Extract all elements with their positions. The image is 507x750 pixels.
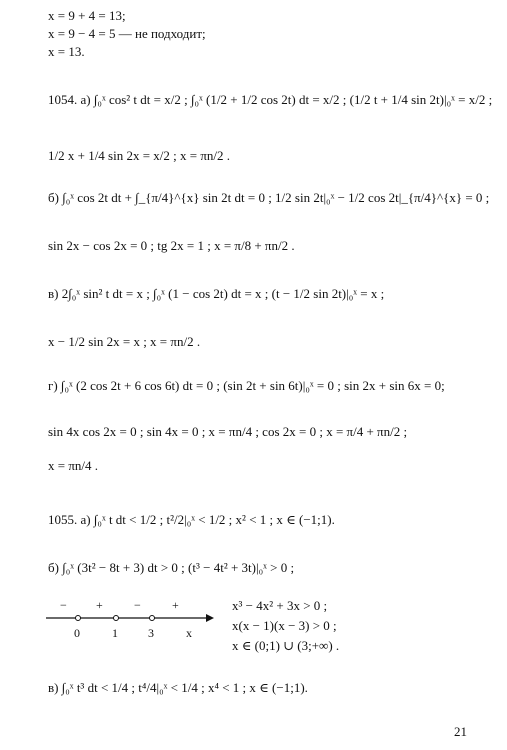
problem-1054v: в) 2∫₀ˣ sin² t dt = x ; ∫₀ˣ (1 − cos 2t) dt = x ; (t − 1/2 sin 2t)|₀ˣ = x ; bbox=[48, 286, 385, 301]
number-line-axis bbox=[46, 610, 216, 626]
problem-1054a: 1054. а) ∫₀ˣ cos² t dt = x/2 ; ∫₀ˣ (1/2 + 1/2 cos 2t) dt = x/2 ; (1/2 t + 1/4 sin 2t)|₀ˣ = x/2 ; bbox=[48, 92, 493, 107]
line-1054g-step: sin 4x cos 2x = 0 ; sin 4x = 0 ; x = πn/4 ; cos 2x = 0 ; x = π/4 + πn/2 ; bbox=[48, 424, 408, 439]
sign-1: − bbox=[60, 598, 67, 612]
sign-3: − bbox=[134, 598, 141, 612]
problem-1054b: б) ∫₀ˣ cos 2t dt + ∫_{π/4}^{x} sin 2t dt = 0 ; 1/2 sin 2t|₀ˣ − 1/2 cos 2t|_{π/4}^{x} = 0 ; bbox=[48, 190, 490, 205]
line-2: x = 9 − 4 = 5 — не подходит; bbox=[48, 26, 206, 41]
line-1054a-result: 1/2 x + 1/4 sin 2x = x/2 ; x = πn/2 . bbox=[48, 148, 231, 163]
problem-1054g: г) ∫₀ˣ (2 cos 2t + 6 cos 6t) dt = 0 ; (sin 2t + sin 6t)|₀ˣ = 0 ; sin 2x + sin 6x = 0; bbox=[48, 378, 445, 393]
sign-2: + bbox=[96, 598, 103, 612]
line-1054g-result: x = πn/4 . bbox=[48, 458, 99, 473]
sign-4: + bbox=[172, 598, 179, 612]
line-1054v-result: x − 1/2 sin 2x = x ; x = πn/2 . bbox=[48, 334, 201, 349]
tick-1: 1 bbox=[112, 626, 118, 640]
tick-x: x bbox=[186, 626, 192, 640]
line-1055b-result: x ∈ (0;1) ∪ (3;+∞) . bbox=[232, 638, 340, 653]
line-3: x = 13. bbox=[48, 44, 85, 59]
line-1: x = 9 + 4 = 13; bbox=[48, 8, 126, 23]
line-1055b-step2: x(x − 1)(x − 3) > 0 ; bbox=[232, 618, 337, 633]
problem-1055v: в) ∫₀ˣ t³ dt < 1/4 ; t⁴/4|₀ˣ < 1/4 ; x⁴ < 1 ; x ∈ (−1;1). bbox=[48, 680, 308, 695]
tick-0: 0 bbox=[74, 626, 80, 640]
line-1055b-step1: x³ − 4x² + 3x > 0 ; bbox=[232, 598, 328, 613]
tick-3: 3 bbox=[148, 626, 154, 640]
problem-1055b: б) ∫₀ˣ (3t² − 8t + 3) dt > 0 ; (t³ − 4t² + 3t)|₀ˣ > 0 ; bbox=[48, 560, 295, 575]
problem-1055a: 1055. а) ∫₀ˣ t dt < 1/2 ; t²/2|₀ˣ < 1/2 ; x² < 1 ; x ∈ (−1;1). bbox=[48, 512, 335, 527]
page-number: 21 bbox=[454, 724, 467, 739]
line-1054b-result: sin 2x − cos 2x = 0 ; tg 2x = 1 ; x = π/8 + πn/2 . bbox=[48, 238, 295, 253]
